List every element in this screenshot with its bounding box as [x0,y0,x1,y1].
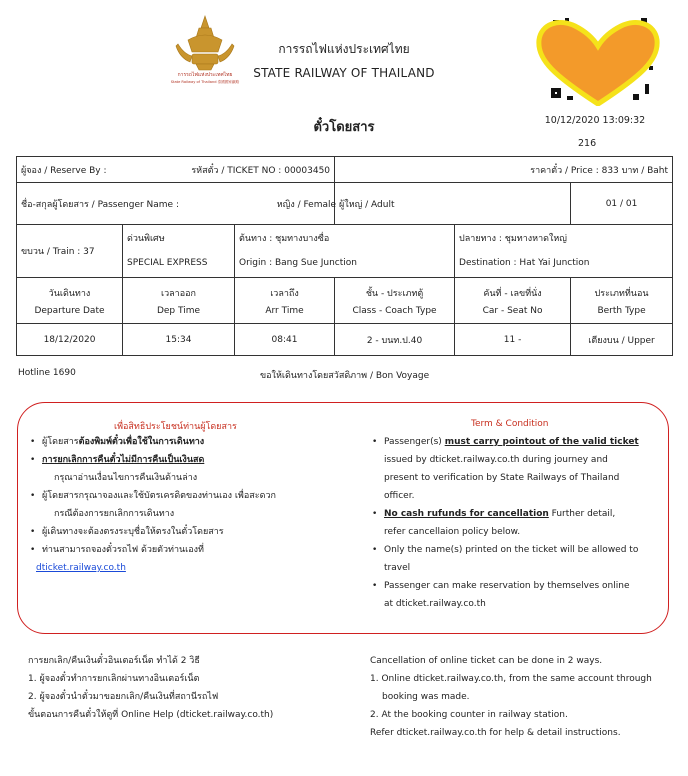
arr-time: 08:41 [235,324,335,356]
car-seat: 11 - [455,324,571,356]
en-conditions-title: Term & Condition [471,419,549,429]
print-timestamp: 10/12/2020 13:09:32 [544,115,646,126]
list-item: • ท่านสามารถจองตั๋วรถไฟ ด้วยตัวท่านเองที่ [30,541,350,559]
list-item: • ผู้โดยสารกรุณาจองและใช้บัตรเครดิตของท่านเอง เพื่อสะดวก [30,487,350,505]
list-item: • ผู้เดินทางจะต้องตรงระบุชื่อให้ตรงในตั๋วโดยสาร [30,523,350,541]
col-header-dep: เวลาออก Dep Time [123,278,235,324]
list-item: • Only the name(s) printed on the ticket will be allowed to [372,541,662,559]
destination-cell: ปลายทาง : ชุมทางหาดใหญ่ Destination : Hat Yai Junction [455,225,673,278]
logo-caption-th: การรถไฟแห่งประเทศไทย [177,72,233,78]
gender: หญิง / Female [276,199,337,210]
col-header-seat: คันที่ - เลขที่นั่ง Car - Seat No [455,278,571,324]
conditions-box [17,402,669,634]
footer-thai [28,652,273,724]
train-number: ขบวน / Train : 37 [17,225,123,278]
pax-count: 01 / 01 [571,183,673,225]
list-item [30,559,350,577]
price-cell: ราคาตั๋ว / Price : 833 บาท / Baht [335,157,673,183]
list-item: กรุณาอ่านเงื่อนไขการคืนเงินด้านล่าง [54,473,198,483]
col-header-arr: เวลาถึง Arr Time [235,278,335,324]
list-item: • No cash rufunds for cancellation Further detail, [372,505,662,523]
col-header-date: วันเดินทาง Departure Date [17,278,123,324]
dticket-link[interactable]: dticket.railway.co.th [36,563,126,573]
footer-line: 2. At the booking counter in railway station. [370,710,568,720]
list-item: refer cancellaion policy below. [384,527,521,537]
list-item: travel [384,563,411,573]
qr-code-icon [533,16,663,106]
list-item: present to verification by State Railways of Thailand [384,473,620,483]
departure-date: 18/12/2020 [17,324,123,356]
en-conditions-list [372,433,662,613]
list-item: กรณีต้องการยกเลิกการเดินทาง [54,509,175,519]
col-header-class: ชั้น - ประเภทตู้ Class - Coach Type [335,278,455,324]
footer-line: 2. ผู้จองตั๋วนำตั๋วมาขอยกเลิก/คืนเงินที่สถานีรถไฟ [28,692,219,702]
document-title: ตั๋วโดยสาร [313,120,375,135]
footer-line: Refer dticket.railway.co.th for help & detail instructions. [370,728,621,738]
ticket-table [16,156,673,356]
footer-line: ขั้นตอนการคืนตั๋วให้ดูที่ Online Help (dticket.railway.co.th) [28,710,274,720]
ticket-sequence: 216 [578,138,597,149]
list-item: • Passenger can make reservation by themselves online [372,577,662,595]
berth-type: เตียงบน / Upper [571,324,673,356]
footer-line: Cancellation of online ticket can be done in 2 ways. [370,656,603,666]
footer-line: 1. Online dticket.railway.co.th, from the same account through [370,674,652,684]
list-item: • Passenger(s) must carry pointout of the valid ticket [372,433,662,451]
list-item: • ผู้โดยสารต้องพิมพ์ตั๋วเพื่อใช้ในการเดินทาง [30,433,350,451]
origin-cell: ต้นทาง : ชุมทางบางซื่อ Origin : Bang Sue Junction [235,225,455,278]
logo-caption-en: State Railway of Thailand 泰國國家鐵路 [170,80,240,84]
org-name-english: STATE RAILWAY OF THAILAND [253,66,435,80]
passenger-name-cell: ชื่อ-สกุลผู้โดยสาร / Passenger Name : หญิง / Female [17,183,335,225]
org-name-thai: การรถไฟแห่งประเทศไทย [278,42,410,56]
th-conditions-title: เพื่อสิทธิประโยชน์ท่านผู้โดยสาร [114,422,237,432]
hotline: Hotline 1690 [18,368,76,378]
bon-voyage: ขอให้เดินทางโดยสวัสดิภาพ / Bon Voyage [260,371,430,381]
class-coach: 2 - บนท.ป.40 [335,324,455,356]
list-item: issued by dticket.railway.co.th during journey and [384,455,608,465]
th-conditions-list [30,433,350,577]
train-type-cell: ด่วนพิเศษ SPECIAL EXPRESS [123,225,235,278]
list-item: at dticket.railway.co.th [384,599,486,609]
footer-line: การยกเลิก/คืนเงินตั๋วอินเตอร์เน็ต ทำได้ 2 วิธี [28,656,200,666]
age-type-cell: ผู้ใหญ่ / Adult [335,183,571,225]
list-item: • การยกเลิกการคืนตั๋วไม่มีการคืนเป็นเงินสด [30,451,350,469]
footer-line: booking was made. [382,692,470,702]
footer-line: 1. ผู้จองตั๋วทำการยกเลิกผ่านทางอินเตอร์เน็ต [28,674,200,684]
footer-english [370,652,652,742]
dep-time: 15:34 [123,324,235,356]
col-header-berth: ประเภทที่นอน Berth Type [571,278,673,324]
reserve-by-cell: ผู้จอง / Reserve By : รหัสตั๋ว / TICKET NO : 00003450 [17,157,335,183]
list-item: officer. [384,491,415,501]
ticket-no: รหัสตั๋ว / TICKET NO : 00003450 [191,165,331,176]
